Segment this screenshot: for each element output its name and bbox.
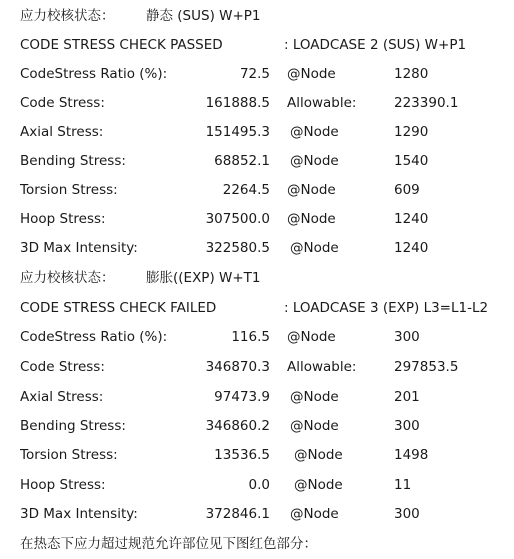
row-col3: @Node (290, 389, 339, 405)
exp-row (0, 500, 514, 529)
row-col4: 1540 (394, 153, 429, 169)
row-col3: @Node (287, 66, 336, 82)
row-label: 3D Max Intensity: (20, 506, 138, 522)
exp-heading-label: 应力校核状态： (20, 270, 115, 286)
row-value: 346870.3 (205, 359, 270, 375)
row-col4: 1498 (394, 447, 429, 463)
row-col4: 1240 (394, 240, 429, 256)
row-label: CodeStress Ratio (%): (20, 66, 168, 82)
row-value: 322580.5 (205, 240, 270, 256)
exp-status-line (0, 294, 514, 323)
row-col3: Allowable: (287, 359, 357, 375)
footer-line (0, 530, 514, 559)
sus-row (0, 234, 514, 263)
row-value: 2264.5 (222, 182, 270, 198)
sus-status-line (0, 31, 514, 60)
sus-row (0, 176, 514, 205)
row-label: 3D Max Intensity: (20, 240, 138, 256)
row-value: 307500.0 (205, 211, 270, 227)
row-col3: @Node (290, 240, 339, 256)
row-col4: 300 (394, 329, 420, 345)
sus-heading (0, 2, 514, 31)
row-value: 72.5 (239, 66, 270, 82)
row-label: Axial Stress: (20, 389, 104, 405)
row-col3: @Node (290, 153, 339, 169)
row-value: 346860.2 (205, 418, 270, 434)
row-col3: @Node (287, 182, 336, 198)
sus-row (0, 89, 514, 118)
exp-status-text: CODE STRESS CHECK FAILED (20, 300, 217, 316)
row-label: Hoop Stress: (20, 211, 106, 227)
row-col3: @Node (294, 477, 343, 493)
sus-loadcase-text: : LOADCASE 2 (SUS) W+P1 (284, 37, 467, 53)
row-label: Code Stress: (20, 95, 105, 111)
exp-heading-value: 膨胀((EXP) W+T1 (146, 270, 261, 286)
row-value: 161888.5 (205, 95, 270, 111)
row-col4: 201 (394, 389, 420, 405)
row-label: Torsion Stress: (20, 447, 118, 463)
sus-row (0, 60, 514, 89)
row-value: 372846.1 (205, 506, 270, 522)
row-value: 0.0 (248, 477, 270, 493)
row-label: Torsion Stress: (20, 182, 118, 198)
exp-row (0, 471, 514, 500)
row-col4: 609 (394, 182, 420, 198)
row-col4: 1280 (394, 66, 429, 82)
row-value: 13536.5 (214, 447, 270, 463)
row-col4: 1290 (394, 124, 429, 140)
row-value: 97473.9 (214, 389, 270, 405)
row-value: 68852.1 (214, 153, 270, 169)
row-label: Hoop Stress: (20, 477, 106, 493)
row-value: 151495.3 (205, 124, 270, 140)
row-label: CodeStress Ratio (%): (20, 329, 168, 345)
row-col3: @Node (290, 506, 339, 522)
row-col3: @Node (294, 447, 343, 463)
sus-row (0, 118, 514, 147)
sus-heading-value: 静态 (SUS) W+P1 (146, 8, 261, 24)
row-label: Axial Stress: (20, 124, 104, 140)
row-col3: @Node (287, 211, 336, 227)
row-col3: @Node (290, 418, 339, 434)
exp-heading (0, 264, 514, 293)
sus-status-text: CODE STRESS CHECK PASSED (20, 37, 223, 53)
exp-row (0, 323, 514, 352)
row-value: 116.5 (231, 329, 270, 345)
row-col4: 297853.5 (394, 359, 459, 375)
row-label: Bending Stress: (20, 418, 126, 434)
row-label: Code Stress: (20, 359, 105, 375)
row-col3: @Node (287, 329, 336, 345)
exp-row (0, 441, 514, 470)
row-col3: @Node (290, 124, 339, 140)
exp-row (0, 383, 514, 412)
row-label: Bending Stress: (20, 153, 126, 169)
row-col4: 1240 (394, 211, 429, 227)
row-col3: Allowable: (287, 95, 357, 111)
exp-loadcase-text: : LOADCASE 3 (EXP) L3=L1-L2 (284, 300, 489, 316)
sus-row (0, 205, 514, 234)
row-col4: 223390.1 (394, 95, 459, 111)
row-col4: 300 (394, 418, 420, 434)
sus-row (0, 147, 514, 176)
exp-row (0, 412, 514, 441)
exp-row (0, 353, 514, 382)
sus-heading-label: 应力校核状态： (20, 8, 115, 24)
footer-text: 在热态下应力超过规范允许部位见下图红色部分： (20, 536, 317, 552)
row-col4: 300 (394, 506, 420, 522)
row-col4: 11 (394, 477, 412, 493)
